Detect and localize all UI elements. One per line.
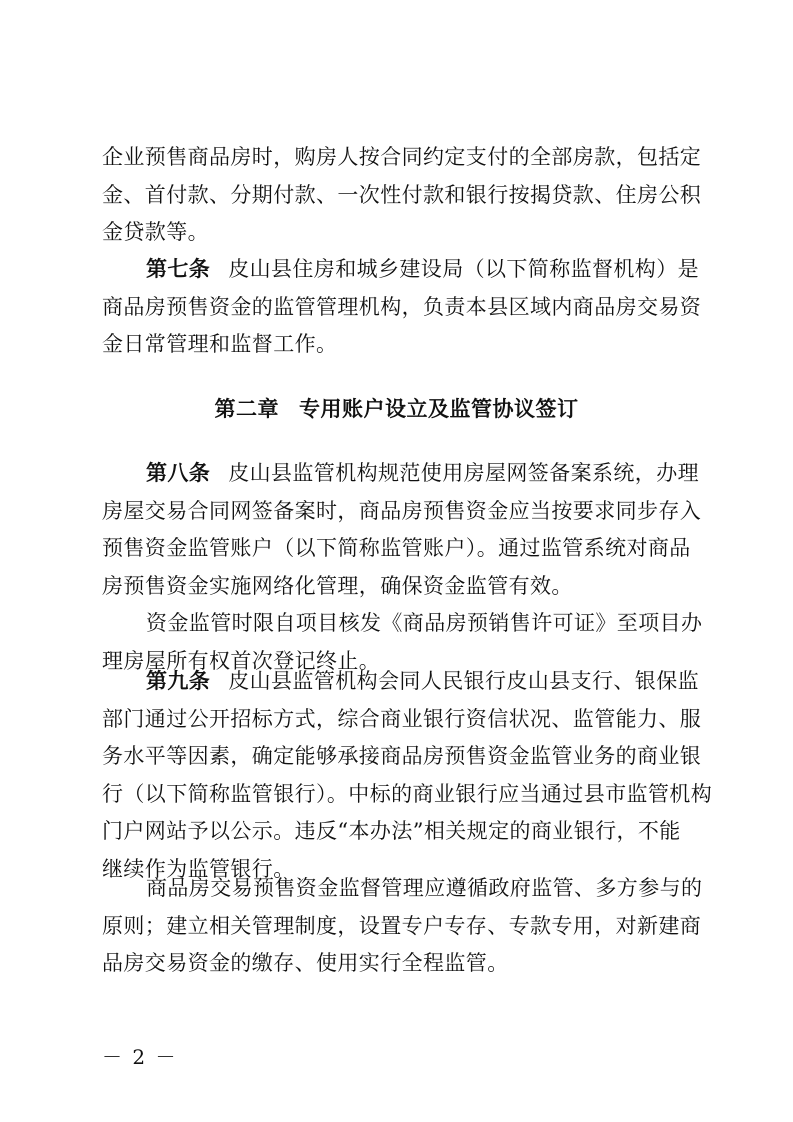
paragraph-line: 商品房交易预售资金监督管理应遵循政府监管、多方参与的 [146, 876, 703, 900]
article-first-line [102, 663, 702, 701]
article-title: 第七条 [146, 257, 211, 281]
paragraph-line: 房预售资金实施网络化管理，确保资金监管有效。 [102, 573, 573, 598]
article-text: 皮山县住房和城乡建设局（以下简称监督机构）是 [228, 257, 700, 281]
paragraph-line: 企业预售商品房时，购房人按合同约定支付的全部房款，包括定 [102, 145, 702, 169]
paragraph-line: 品房交易资金的缴存、使用实行全程监管。 [102, 951, 509, 975]
paragraph-line: 理房屋所有权首次登记终止。 [102, 648, 381, 673]
article-title: 第九条 [146, 669, 211, 693]
paragraph-line: 务水平等因素，确定能够承接商品房预售资金监管业务的商业银 [102, 744, 702, 768]
article-9-paragraph-2 [102, 870, 702, 983]
page-number: － 2 － [102, 1045, 178, 1069]
intro-paragraph [102, 139, 702, 252]
paragraph-line: 金贷款等。 [102, 220, 209, 244]
article-first-line [102, 455, 702, 493]
chapter-heading [0, 393, 793, 423]
article-8 [102, 455, 702, 605]
paragraph-line: 门户网站予以公示。违反“本办法”相关规定的商业银行，不能 [102, 819, 681, 843]
article-text: 皮山县监管机构规范使用房屋网签备案系统，办理 [228, 461, 700, 485]
article-text: 皮山县监管机构会同人民银行皮山县支行、银保监 [228, 669, 700, 693]
article-title: 第八条 [146, 461, 211, 485]
paragraph-line: 资金监管时限自项目核发《商品房预销售许可证》至项目办 [146, 611, 703, 635]
chapter-title: 专用账户设立及监管协议签订 [299, 397, 579, 421]
paragraph-line: 继续作为监管银行。 [102, 856, 295, 881]
paragraph-line: 商品房预售资金的监管管理机构，负责本县区域内商品房交易资 [102, 294, 702, 319]
article-7 [102, 251, 702, 364]
paragraph-line: 预售资金监管账户（以下简称监管账户）。通过监管系统对商品 [102, 536, 691, 560]
paragraph-line: 原则；建立相关管理制度，设置专户专存、专款专用，对新建商 [102, 913, 702, 938]
chapter-number: 第二章 [214, 397, 279, 421]
article-first-line [102, 251, 702, 289]
paragraph-line: 行（以下简称监管银行）。中标的商业银行应当通过县市监管机构 [102, 781, 713, 806]
paragraph-line: 部门通过公开招标方式，综合商业银行资信状况、监管能力、服 [102, 706, 702, 731]
paragraph-line: 金、首付款、分期付款、一次性付款和银行按揭贷款、住房公积 [102, 182, 702, 207]
paragraph-line: 金日常管理和监督工作。 [102, 332, 338, 356]
paragraph-line: 房屋交易合同网签备案时，商品房预售资金应当按要求同步存入 [102, 498, 702, 523]
